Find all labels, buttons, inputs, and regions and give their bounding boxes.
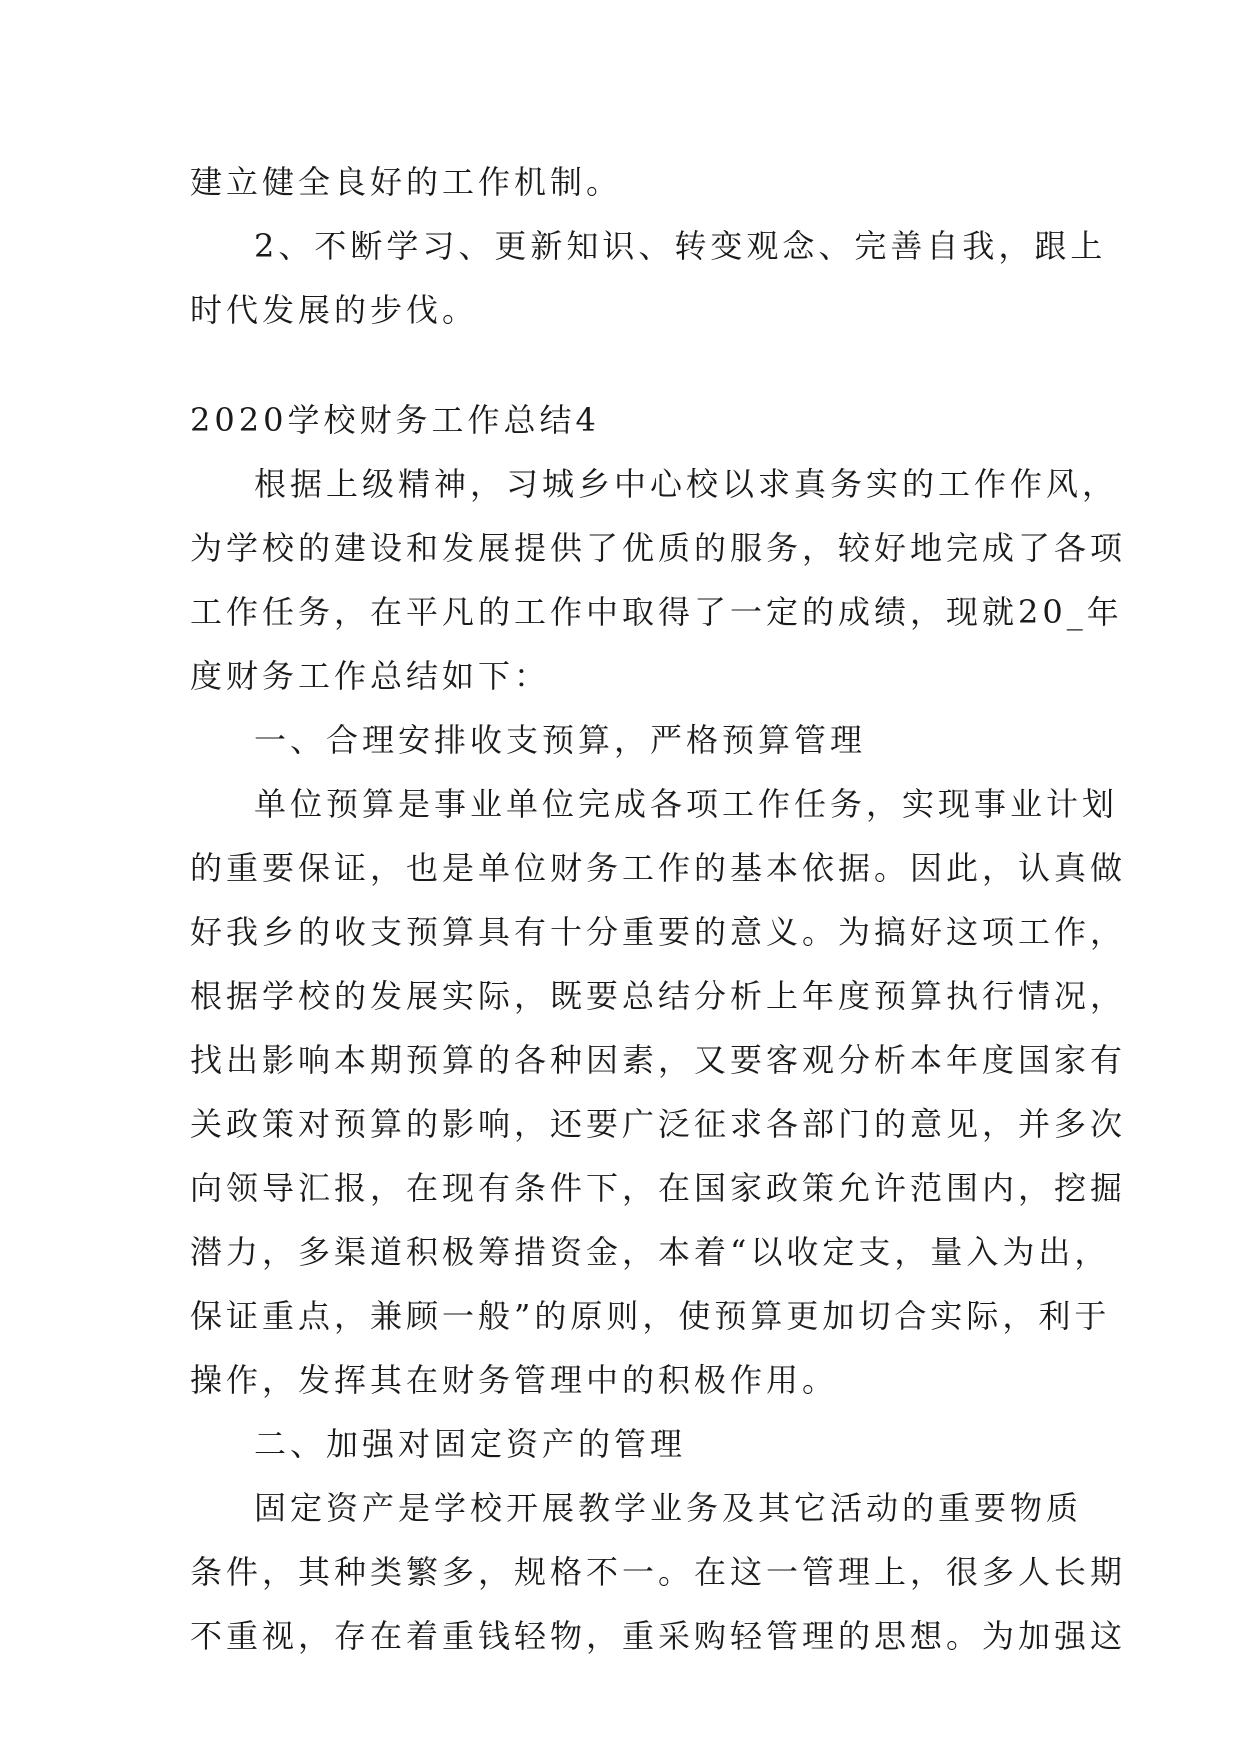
paragraph-line: 找出影响本期预算的各种因素，又要客观分析本年度国家有 [190, 1041, 1127, 1079]
subheading-two: 二、加强对固定资产的管理 [254, 1425, 687, 1463]
paragraph-line: 操作，发挥其在财务管理中的积极作用。 [190, 1361, 839, 1399]
paragraph-line: 时代发展的步伐。 [190, 291, 479, 329]
section-title: 2020学校财务工作总结4 [190, 401, 600, 439]
paragraph-line: 向领导汇报，在现有条件下，在国家政策允许范围内，挖掘 [190, 1169, 1127, 1207]
list-item-2: 2、不断学习、更新知识、转变观念、完善自我，跟上 [254, 227, 1107, 265]
paragraph-line: 根据学校的发展实际，既要总结分析上年度预算执行情况， [190, 977, 1127, 1015]
paragraph-line: 潜力，多渠道积极筹措资金，本着“以收定支，量入为出， [190, 1233, 1111, 1271]
paragraph-line: 保证重点，兼顾一般”的原则，使预算更加切合实际，利于 [190, 1297, 1111, 1335]
paragraph-line: 关政策对预算的影响，还要广泛征求各部门的意见，并多次 [190, 1105, 1127, 1143]
paragraph-line: 不重视，存在着重钱轻物，重采购轻管理的思想。为加强这 [190, 1617, 1127, 1655]
paragraph-line: 根据上级精神，习城乡中心校以求真务实的工作作风， [254, 465, 1119, 503]
paragraph-line: 度财务工作总结如下： [190, 657, 551, 695]
paragraph-line: 为学校的建设和发展提供了优质的服务，较好地完成了各项 [190, 529, 1127, 567]
paragraph-line: 的重要保证，也是单位财务工作的基本依据。因此，认真做 [190, 849, 1127, 887]
paragraph-line: 工作任务，在平凡的工作中取得了一定的成绩，现就20_年 [190, 593, 1123, 631]
paragraph-line: 条件，其种类繁多，规格不一。在这一管理上，很多人长期 [190, 1553, 1127, 1591]
paragraph-line: 好我乡的收支预算具有十分重要的意义。为搞好这项工作， [190, 913, 1127, 951]
subheading-one: 一、合理安排收支预算，严格预算管理 [254, 721, 867, 759]
paragraph-line: 建立健全良好的工作机制。 [190, 163, 623, 201]
paragraph-line: 固定资产是学校开展教学业务及其它活动的重要物质 [254, 1489, 1083, 1527]
paragraph-line: 单位预算是事业单位完成各项工作任务，实现事业计划 [254, 785, 1119, 823]
